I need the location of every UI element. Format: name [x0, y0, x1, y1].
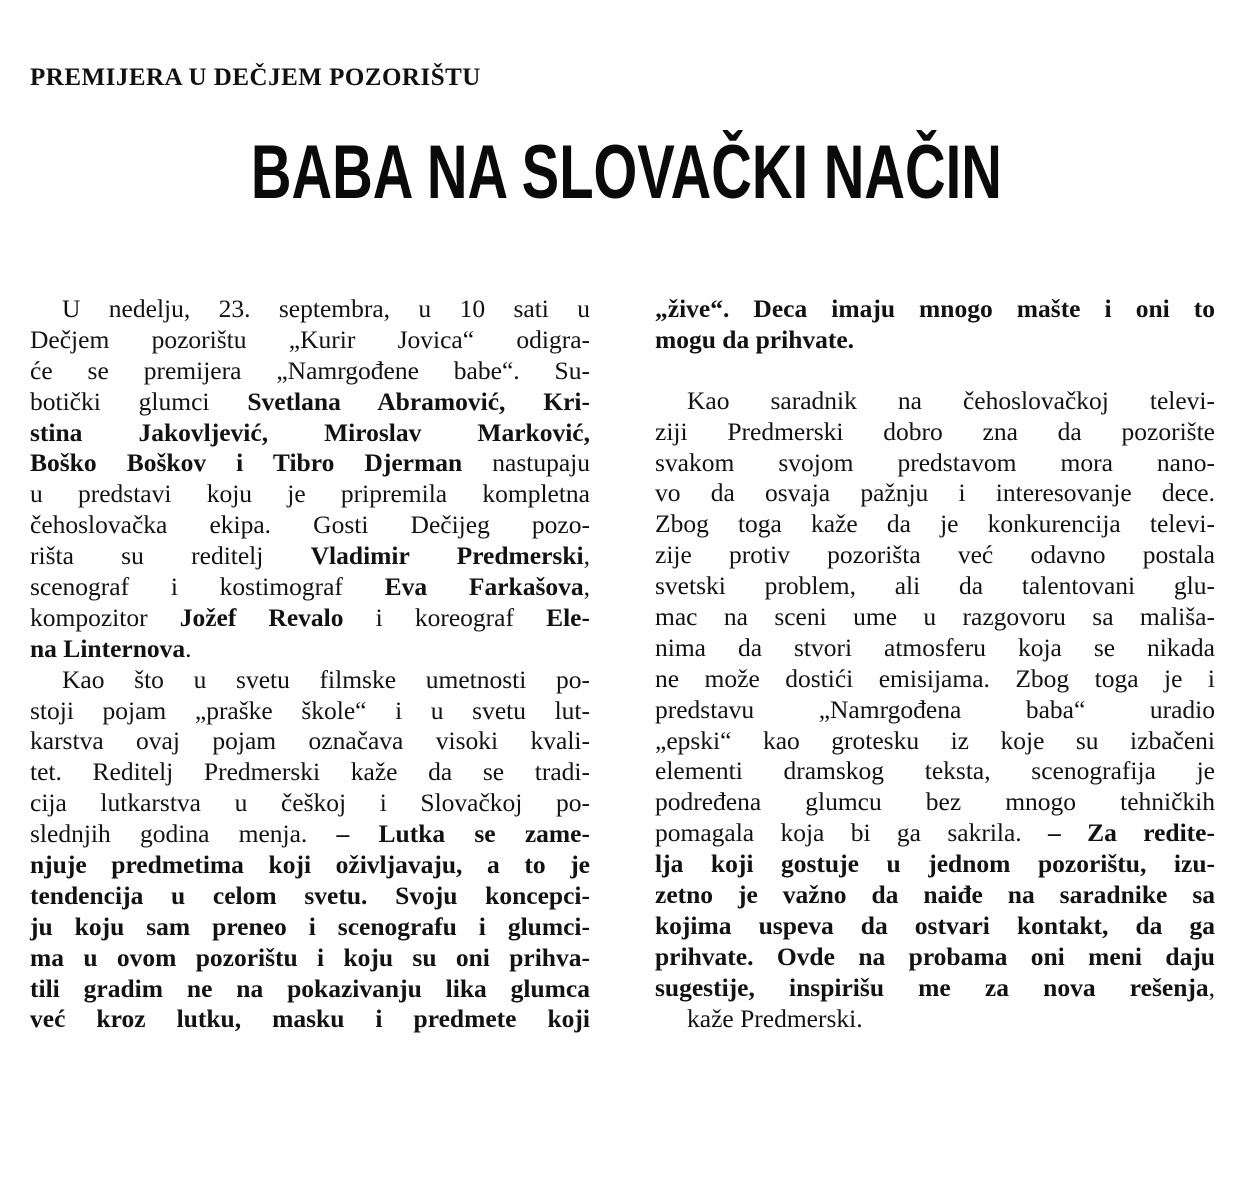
text-line: [655, 509, 1215, 540]
bold-text: njuje predmetima koji oživljavaju, a to je: [30, 850, 590, 880]
bold-text: tendencija u celom svetu. Svoju koncepci-: [30, 880, 590, 910]
text-run: rišta su reditelj: [30, 541, 311, 571]
text-run: nima da stvori atmosferu koja se nikada: [655, 632, 1215, 662]
bold-text: već kroz lutku, masku i predmete koji: [30, 1004, 590, 1034]
text-line: [655, 1004, 1215, 1035]
article-column-left: [30, 294, 590, 1035]
text-line: [655, 448, 1215, 479]
text-line: [655, 417, 1215, 448]
text-run: čehoslovačka ekipa. Gosti Dečijeg pozo-: [30, 510, 590, 540]
bold-text: prihvate. Ovde na probama oni meni daju: [655, 941, 1215, 971]
text-line: [30, 912, 590, 943]
text-run: zije protiv pozorišta već odavno postala: [655, 540, 1215, 570]
bold-text: lja koji gostuje u jednom pozorištu, izu-: [655, 849, 1215, 879]
text-line: [30, 603, 590, 634]
text-run: cija lutkarstva u češkoj i Slovačkoj po-: [30, 788, 590, 818]
bold-text: mogu da prihvate.: [655, 324, 855, 354]
text-run: tet. Reditelj Predmerski kaže da se tradi-: [30, 757, 590, 787]
bold-text: Svetlana Abramović, Kri-: [247, 386, 590, 416]
text-run: ,: [1208, 972, 1215, 1002]
text-line: [30, 726, 590, 757]
text-line: [30, 757, 590, 788]
text-line: [655, 540, 1215, 571]
text-line: [30, 819, 590, 850]
text-run: pomagala koja bi ga sakrila.: [655, 818, 1049, 848]
text-line: [655, 756, 1215, 787]
text-line: [30, 665, 590, 696]
paragraph-gap: [655, 356, 1215, 386]
text-line: [655, 849, 1215, 880]
text-line: [655, 726, 1215, 757]
text-run: kompozitor: [30, 602, 180, 632]
text-line: [30, 510, 590, 541]
text-run: Zbog toga kaže da je konkurencija televi-: [655, 509, 1215, 539]
text-run: slednjih godina menja.: [30, 819, 337, 849]
text-line: [30, 881, 590, 912]
headline-text: BABA NA SLOVAČKI NAČIN: [251, 130, 1002, 215]
bold-text: sugestije, inspirišu me za nova rešenja: [655, 972, 1209, 1002]
text-line: [655, 571, 1215, 602]
text-run: vo da osvaja pažnju i interesovanje dece.: [655, 478, 1215, 508]
text-run: će se premijera „Namrgođene babe“. Su-: [30, 355, 590, 385]
text-run: „epski“ kao grotesku iz koje su izbačeni: [655, 725, 1215, 755]
text-run: U nedelju, 23. septembra, u 10 sati u: [62, 294, 590, 323]
text-run: Kao što u svetu filmske umetnosti po-: [62, 664, 590, 694]
text-line: [30, 696, 590, 727]
text-run: u predstavi koju je pripremila kompletna: [30, 479, 590, 509]
text-line: [30, 943, 590, 974]
bold-text: – Lutka se zame-: [336, 819, 590, 849]
text-line: [30, 788, 590, 819]
text-run: predstavu „Namrgođena baba“ uradio: [655, 694, 1215, 724]
text-line: [655, 602, 1215, 633]
bold-text: Vladimir Predmerski: [310, 541, 584, 571]
text-line: [655, 973, 1215, 1004]
bold-text: tili gradim ne na pokazivanju lika glumca: [30, 973, 590, 1003]
text-line: [30, 387, 590, 418]
text-run: kaže Predmerski.: [687, 1003, 863, 1033]
article-kicker: PREMIJERA U DEČJEM POZORIŠTU: [30, 64, 481, 91]
text-run: ziji Predmerski dobro zna da pozorište: [655, 416, 1215, 446]
text-run: botički glumci: [30, 386, 248, 416]
text-line: [30, 479, 590, 510]
text-run: mac na sceni ume u razgovoru sa mališa-: [655, 602, 1215, 632]
text-line: [655, 633, 1215, 664]
bold-text: ju koju sam preneo i scenografu i glumci-: [30, 911, 590, 941]
bold-text: – Za redite-: [1048, 818, 1215, 848]
text-line: [655, 787, 1215, 818]
text-line: [655, 478, 1215, 509]
article-headline: [0, 128, 1253, 218]
text-line: [655, 942, 1215, 973]
text-line: [30, 541, 590, 572]
text-run: svetski problem, ali da talentovani glu-: [655, 571, 1215, 601]
text-line: [655, 695, 1215, 726]
bold-text: „žive“. Deca imaju mnogo mašte i oni to: [655, 294, 1215, 323]
bold-text: ma u ovom pozorištu i koju su oni prihva-: [30, 942, 590, 972]
text-line: [30, 448, 590, 479]
text-run: svakom svojom predstavom mora nano-: [655, 447, 1215, 477]
text-run: podređena glumcu bez mnogo tehničkih: [655, 787, 1215, 817]
text-line: [655, 294, 1215, 325]
bold-text: stina Jakovljević, Miroslav Marković,: [30, 417, 590, 447]
bold-text: Jožef Revalo: [179, 602, 344, 632]
text-line: [655, 911, 1215, 942]
text-line: [30, 418, 590, 449]
article-column-right: [655, 294, 1215, 1034]
text-line: [655, 880, 1215, 911]
text-run: .: [185, 633, 192, 663]
text-run: stoji pojam „praške škole“ i u svetu lut-: [30, 695, 590, 725]
bold-text: Ele-: [546, 602, 590, 632]
text-line: [30, 850, 590, 881]
text-run: elementi dramskog teksta, scenografija je: [655, 756, 1215, 786]
text-run: ne može dostići emisijama. Zbog toga je i: [655, 663, 1215, 693]
text-line: [30, 1004, 590, 1035]
bold-text: Eva Farkašova: [384, 572, 584, 602]
text-line: [30, 294, 590, 325]
bold-text: kojima uspeva da ostvari kontakt, da ga: [655, 910, 1215, 940]
text-run: ,: [583, 572, 590, 602]
text-line: [655, 325, 1215, 356]
text-run: ,: [583, 541, 590, 571]
text-run: i koreograf: [343, 602, 547, 632]
text-run: nastupaju: [462, 448, 590, 478]
bold-text: na Linternova: [30, 633, 186, 663]
bold-text: Boško Boškov i Tibro Djerman: [30, 448, 463, 478]
text-line: [655, 386, 1215, 417]
text-run: scenograf i kostimograf: [30, 572, 385, 602]
text-run: karstva ovaj pojam označava visoki kvali-: [30, 726, 590, 756]
text-run: Dečjem pozorištu „Kurir Jovica“ odigra-: [30, 324, 590, 354]
text-line: [30, 974, 590, 1005]
text-line: [655, 664, 1215, 695]
text-line: [30, 356, 590, 387]
text-line: [30, 634, 590, 665]
text-run: Kao saradnik na čehoslovačkoj televi-: [687, 385, 1215, 415]
bold-text: zetno je važno da naiđe na saradnike sa: [655, 880, 1215, 910]
text-line: [30, 572, 590, 603]
text-line: [30, 325, 590, 356]
text-line: [655, 818, 1215, 849]
